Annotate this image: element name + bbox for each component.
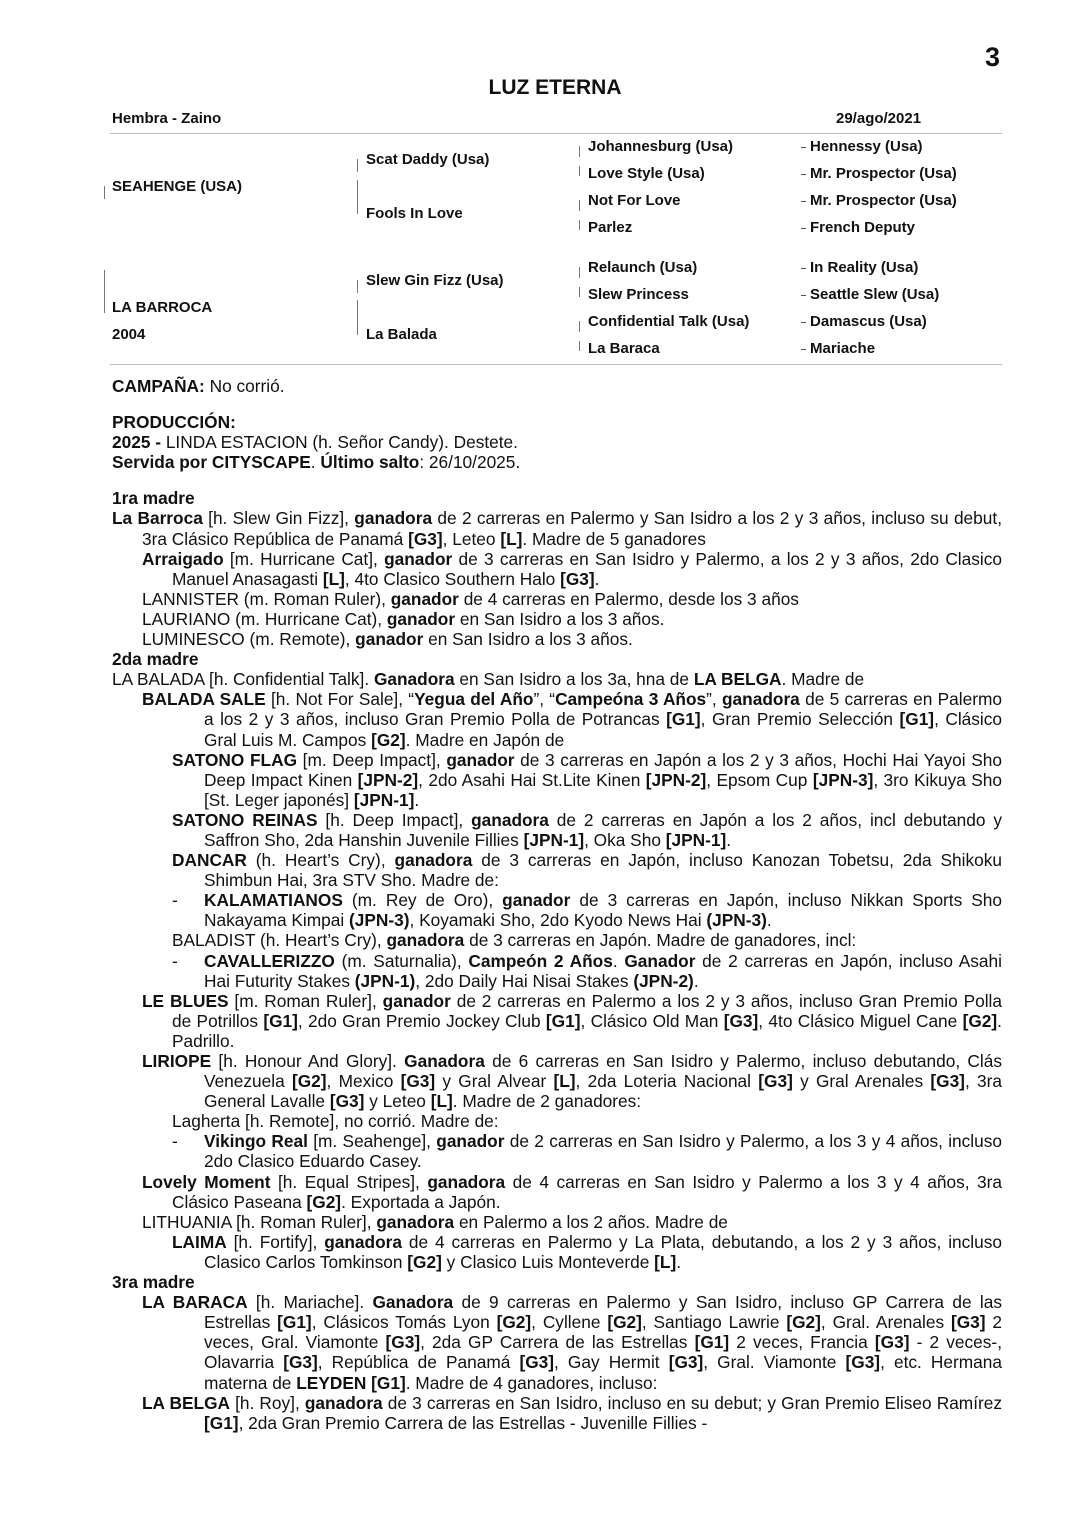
section-heading: 1ra madre — [112, 488, 195, 509]
pedigree-dam: LA BARROCA — [112, 299, 213, 316]
sex-color: Hembra - Zaino — [112, 110, 222, 127]
pedigree-gen2: Scat Daddy (Usa) — [366, 151, 490, 168]
pedigree-gen2: La Balada — [366, 326, 437, 343]
entry-produce: - CAVALLERIZZO (m. Saturnalia), Campeón 2 Años. Ganador de 2 carreras en Japón, incluso Asahi Hai Futurity Stakes (JPN-1), 2do Daily Hai Nisai Stakes (JPN-2). — [172, 950, 1002, 991]
entry-produce: LITHUANIA [h. Roman Ruler], ganadora en Palermo a los 2 años. Madre de — [142, 1211, 728, 1232]
bracket — [579, 166, 580, 176]
entry-produce: LANNISTER (m. Roman Ruler), ganador de 4 carreras en Palermo, desde los 3 años — [142, 588, 799, 609]
entry-dam: La Barroca [h. Slew Gin Fizz], ganadora de 2 carreras en Palermo y San Isidro a los 2 y 3 años, incluso su debut, 3ra Clásico República de Panamá [G3], Leteo [L]. Madre de 5 ganadores — [112, 508, 1002, 549]
pedigree-gen4: Mr. Prospector (Usa) — [810, 192, 957, 209]
pedigree-gen2: Slew Gin Fizz (Usa) — [366, 272, 504, 289]
bracket — [579, 321, 580, 332]
pedigree-gen3: Slew Princess — [588, 286, 689, 303]
entry-dam: LA BARACA [h. Mariache]. Ganadora de 9 carreras en Palermo y San Isidro, incluso GP Carrera de las Estrellas [G1], Clásicos Tomás Lyon [G2], Cyllene [G2], Santiago Lawrie [G2], Gral. Arenales [G3] 2 veces, Gral. Viamonte [G3], 2da GP Carrera de las Estrellas [G1] 2 veces, Francia [G3] - 2 veces-, Olavarria [G3], República de Panamá [G3], Gay Hermit [G3], Gral. Viamonte [G3], etc. Hermana materna de LEYDEN [G1]. Madre de 4 ganadores, incluso: — [142, 1292, 1002, 1393]
entry-produce: - Vikingo Real [m. Seahenge], ganador de 2 carreras en San Isidro y Palermo, a los 3 y 4 años, incluso 2do Clasico Eduardo Casey. — [172, 1131, 1002, 1172]
pedigree-gen4: Hennessy (Usa) — [810, 138, 923, 155]
bracket — [579, 287, 580, 297]
bracket — [579, 146, 580, 157]
entry-produce: Lovely Moment [h. Equal Stripes], ganadora de 4 carreras en San Isidro y Palermo a los 3 y 4 años, 3ra Clásico Paseana [G2]. Exportada a Japón. — [142, 1171, 1002, 1212]
pedigree-dam-year: 2004 — [112, 326, 146, 343]
entry-produce: SATONO REINAS [h. Deep Impact], ganadora de 2 carreras en Japón a los 2 años, incl debutando y Saffron Sho, 2da Hanshin Juvenile Fillies [JPN-1], Oka Sho [JPN-1]. — [172, 809, 1003, 850]
pedigree-gen3: Confidential Talk (Usa) — [588, 313, 750, 330]
pedigree-gen4: Mariache — [810, 340, 876, 357]
dash — [801, 349, 806, 350]
pedigree-gen4: French Deputy — [810, 219, 916, 236]
dash — [801, 295, 806, 296]
pedigree-divider — [110, 364, 1002, 365]
entry-dam: LA BALADA [h. Confidential Talk]. Ganadora en San Isidro a los 3a, hna de LA BELGA. Madre de — [112, 669, 865, 690]
entry-produce: BALADA SALE [h. Not For Sale], “Yegua del Año”, “Campeóna 3 Años”, ganadora de 5 carreras en Palermo a los 2 y 3 años, incluso Gran Premio Polla de Potrancas [G1], Gran Premio Selección [G1], Clásico Gral Luis M. Campos [G2]. Madre en Japón de — [142, 689, 1003, 750]
bracket — [579, 200, 580, 211]
bracket — [104, 270, 105, 313]
entry-produce: Lagherta [h. Remote], no corrió. Madre de: — [172, 1111, 499, 1132]
entry-produce: DANCAR (h. Heart’s Cry), ganadora de 3 carreras en Japón, incluso Kanozan Tobetsu, 2da Shikoku Shimbun Hai, 3ra STV Sho. Madre de: — [172, 850, 1002, 891]
produccion-heading: PRODUCCIÓN: — [112, 412, 236, 433]
pedigree-gen3: Relaunch (Usa) — [588, 259, 698, 276]
pedigree-gen4: Damascus (Usa) — [810, 313, 927, 330]
entry-produce: LE BLUES [m. Roman Ruler], ganador de 2 carreras en Palermo a los 2 y 3 años, incluso Gran Premio Polla de Potrillos [G1], 2do Gran Premio Jockey Club [G1], Clásico Old Man [G3], 4to Clásico Miguel Cane [G2]. Padrillo. — [142, 990, 1002, 1051]
bracket — [579, 341, 580, 351]
pedigree-gen3: Johannesburg (Usa) — [588, 138, 734, 155]
bracket — [579, 267, 580, 278]
pedigree-gen2: Fools In Love — [366, 205, 463, 222]
dash — [801, 268, 806, 269]
entry-produce: LA BELGA [h. Roy], ganadora de 3 carreras en San Isidro, incluso en su debut; y Gran Premio Eliseo Ramírez [G1], 2da Gran Premio Carrera de las Estrellas - Juvenille Fillies - — [142, 1392, 1003, 1433]
entry-produce: LAURIANO (m. Hurricane Cat), ganador en San Isidro a los 3 años. — [142, 608, 665, 629]
entry-produce: Arraigado [m. Hurricane Cat], ganador de 3 carreras en San Isidro y Palermo, a los 2 y 3 años, 2do Clasico Manuel Anasagasti [L], 4to Clasico Southern Halo [G3]. — [142, 548, 1002, 589]
pedigree-gen3: La Baraca — [588, 340, 660, 357]
pedigree-gen4: Seattle Slew (Usa) — [810, 286, 940, 303]
pedigree-sire: SEAHENGE (USA) — [112, 178, 243, 195]
pedigree-gen4: Mr. Prospector (Usa) — [810, 165, 957, 182]
produccion-line: Servida por CITYSCAPE. Último salto: 26/10/2025. — [112, 452, 521, 473]
dash — [801, 322, 806, 323]
horse-name: LUZ ETERNA — [488, 76, 622, 99]
entry-produce: - KALAMATIANOS (m. Rey de Oro), ganador de 3 carreras en Japón, incluso Nikkan Sports Sho Nakayama Kimpai (JPN-3), Koyamaki Sho, 2do Kyodo News Hai (JPN-3). — [172, 890, 1003, 931]
pedigree-gen3: Not For Love — [588, 192, 681, 209]
entry-produce: LUMINESCO (m. Remote), ganador en San Isidro a los 3 años. — [142, 629, 633, 650]
dash — [801, 228, 806, 229]
section-heading: 3ra madre — [112, 1272, 195, 1293]
bracket — [357, 280, 358, 293]
dash — [801, 147, 806, 148]
pedigree-gen4: In Reality (Usa) — [810, 259, 919, 276]
pedigree-gen3: Parlez — [588, 219, 633, 236]
catalog-body — [112, 376, 1002, 1433]
header-divider — [110, 133, 1002, 134]
bracket — [104, 186, 105, 199]
produccion-line: 2025 - LINDA ESTACION (h. Señor Candy). Destete. — [112, 432, 518, 453]
birth-date: 29/ago/2021 — [836, 110, 922, 127]
entry-produce: LAIMA [h. Fortify], ganadora de 4 carreras en Palermo y La Plata, debutando, a los 2 y 3 años, incluso Clasico Carlos Tomkinson [G2] y Clasico Luis Monteverde [L]. — [172, 1231, 1003, 1272]
bracket — [579, 220, 580, 230]
entry-produce: SATONO FLAG [m. Deep Impact], ganador de 3 carreras en Japón a los 2 y 3 años, Hochi Hai Yayoi Sho Deep Impact Kinen [JPN-2], 2do Asahi Hai St.Lite Kinen [JPN-2], Epsom Cup [JPN-3], 3ro Kikuya Sho [St. Leger japonés] [JPN-1]. — [172, 749, 1002, 810]
pedigree-gen3: Love Style (Usa) — [588, 165, 705, 182]
entry-produce: BALADIST (h. Heart’s Cry), ganadora de 3 carreras en Japón. Madre de ganadores, incl: — [172, 930, 857, 951]
dash — [801, 174, 806, 175]
page-number: 3 — [984, 42, 1000, 72]
bracket — [357, 180, 358, 214]
dash — [801, 201, 806, 202]
bracket — [357, 300, 358, 335]
entry-produce: LIRIOPE [h. Honour And Glory]. Ganadora de 6 carreras en San Isidro y Palermo, incluso debutando, Clás Venezuela [G2], Mexico [G3] y Gral Alvear [L], 2da Loteria Nacional [G3] y Gral Arenales [G3], 3ra General Lavalle [G3] y Leteo [L]. Madre de 2 ganadores: — [142, 1051, 1002, 1112]
section-heading: 2da madre — [112, 649, 199, 670]
campana: CAMPAÑA: No corrió. — [112, 376, 285, 396]
bracket — [357, 159, 358, 172]
